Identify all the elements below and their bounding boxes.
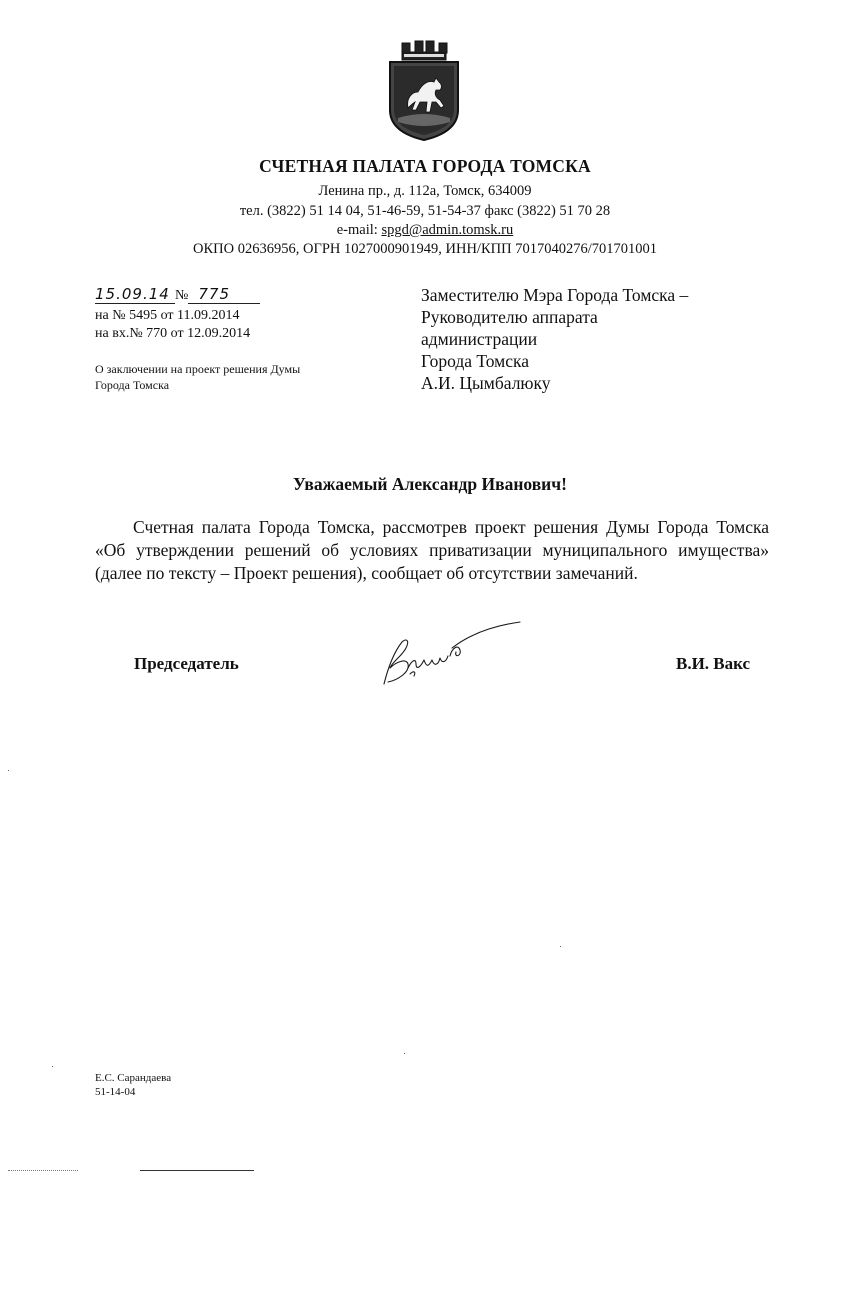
handwritten-date: 15.09.14 — [95, 285, 175, 304]
addressee-line: администрации — [421, 329, 538, 349]
addressee-line: Заместителю Мэра Города Томска – — [421, 285, 689, 305]
addressee-line: Руководителю аппарата — [421, 307, 598, 327]
addressee-block — [421, 284, 688, 394]
org-address: Ленина пр., д. 112а, Томск, 634009 — [318, 183, 532, 199]
executor-name: Е.С. Сарандаева — [95, 1072, 172, 1084]
salutation: Уважаемый Александр Иванович! — [293, 474, 567, 494]
scan-speck — [52, 1066, 53, 1067]
incoming-line: на вх.№ 770 от 12.09.2014 — [95, 326, 251, 341]
subject-line-2: Города Томска — [95, 378, 170, 392]
scan-speck — [560, 946, 561, 947]
email-label: e-mail: — [336, 222, 382, 238]
letter-body: Счетная палата Города Томска, рассмотрев проект решения Думы Города Томска «Об утверждении решений об условиях приватизации муниципального имущества» (далее по тексту – Проект решения), сообщает об отсутствии замечаний. — [95, 517, 769, 584]
footer-rule — [140, 1170, 254, 1171]
registration-date-number — [95, 285, 260, 304]
email-link[interactable]: spgd@admin.tomsk.ru — [381, 222, 514, 238]
subject-line-1: О заключении на проект решения Думы — [95, 362, 301, 376]
footer-scan-mark — [8, 1170, 78, 1171]
coat-of-arms-icon — [384, 40, 464, 144]
signer-name: В.И. Вакс — [676, 654, 751, 673]
scan-speck — [404, 1053, 405, 1054]
handwritten-signature-icon — [380, 618, 530, 690]
scan-speck — [8, 770, 9, 771]
org-email-line — [0, 222, 850, 239]
signer-position: Председатель — [134, 654, 239, 673]
handwritten-number: 775 — [188, 285, 260, 304]
org-phone-fax: тел. (3822) 51 14 04, 51-46-59, 51-54-37 факс (3822) 51 70 28 — [239, 203, 611, 219]
number-label: № — [175, 288, 189, 303]
addressee-line: А.И. Цымбалюку — [421, 373, 551, 393]
executor-phone: 51-14-04 — [95, 1086, 136, 1098]
org-codes: ОКПО 02636956, ОГРН 1027000901949, ИНН/КПП 7017040276/701701001 — [193, 241, 657, 257]
addressee-line: Города Томска — [421, 351, 530, 371]
reply-to-line: на № 5495 от 11.09.2014 — [95, 308, 240, 323]
org-title: СЧЕТНАЯ ПАЛАТА ГОРОДА ТОМСКА — [259, 156, 591, 176]
